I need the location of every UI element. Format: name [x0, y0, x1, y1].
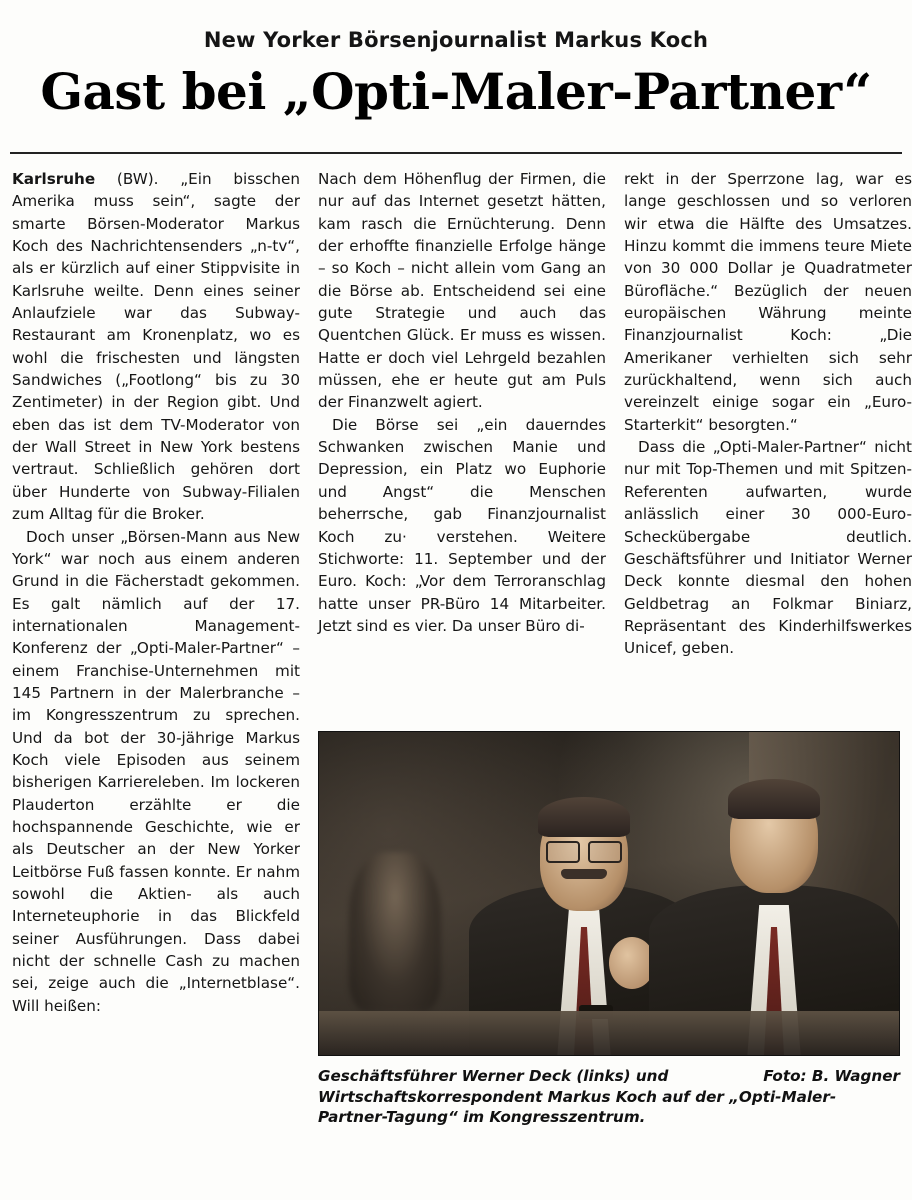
dateline-city: Karlsruhe	[12, 170, 96, 188]
paragraph-text: „Ein bisschen Amerika muss sein“, sagte der smarte Börsen-Moderator Markus Koch des Nachrichtensenders „n-tv“, als er kürzlich auf einer Stippvisite in Karlsruhe weilte. Denn eines seiner Anlaufziele war das Subway-Restaurant am Kronenplatz, wo es wohl die frischesten und längsten Sandwiches („Footlong“ bis zu 30 Zentimeter) in der Region gibt. Und eben das ist dem TV-Moderator von der Wall Street in New York bestens vertraut. Schließlich gehören dort über Hunderte von Subway-Filialen zum Alltag für die Broker.	[12, 170, 300, 524]
article-kicker: New Yorker Börsenjournalist Markus Koch	[203, 28, 709, 52]
photo-person-hair	[728, 779, 820, 819]
article-paragraph: Nach dem Höhenflug der Firmen, die nur auf das Internet gesetzt hätten, kam rasch die Ernüchterung. Denn der erhoffte finanzielle Erfolge hänge – so Koch – nicht allein vom Gang an die Börse ab. Entscheidend sei eine gute Strategie und auch das Quentchen Glück. Er muss es wissen. Hatte er doch viel Lehrgeld bezahlen müssen, ehe er heute gut am Puls der Finanzwelt agiert.	[318, 170, 606, 412]
article-column-1	[12, 168, 300, 1017]
photo-person-hair	[538, 797, 630, 837]
article-paragraph: rekt in der Sperrzone lag, war es lange geschlossen und so verloren wir etwa die Hälfte des Umsatzes. Hinzu kommt die immens teure Miete von 30 000 Dollar je Quadratmeter Bürofläche.“ Bezüglich der neuen europäischen Währung meinte Finanzjournalist Koch: „Die Amerikaner verhielten sich sehr zurückhaltend, wenn sich auch vereinzelt einige sogar ein „Euro-Starterkit“ besorgten.“	[624, 170, 912, 434]
photo-background-figure	[349, 852, 441, 1012]
photo-credit: Foto: B. Wagner	[763, 1067, 900, 1085]
article-photo-block	[318, 731, 900, 1128]
dateline-rest: (BW).	[95, 170, 181, 188]
photo-person-right	[649, 755, 899, 1055]
photo-table-edge	[319, 1011, 900, 1055]
photo-person-mustache	[561, 869, 607, 879]
article-paragraph: Doch unser „Börsen-Mann aus New York“ war noch aus einem anderen Grund in die Fächerstadt gekommen. Es galt nämlich auf der 17. internationalen Management-Konferenz der „Opti-Maler-Partner“ – einem Franchise-Unternehmen mit 145 Partnern in der Malerbranche – im Kongresszentrum zu sprechen. Und da bot der 30-jährige Markus Koch viele Episoden aus seinem bisherigen Karriereleben. Im lockeren Plauderton erzählte er die hochspannende Geschichte, wie er als Deutscher an der New Yorker Leitbörse Fuß fassen konnte. Er nahm sowohl die Aktien- als auch Interneteuphorie in das Blickfeld seiner Ausführungen. Dass dabei nicht der schnelle Cash zu machen sei, zeige auch die „Internetblase“. Will heißen:	[12, 527, 300, 1015]
photo-caption	[318, 1066, 900, 1128]
article-paragraph: Dass die „Opti-Maler-Partner“ nicht nur mit Top-Themen und mit Spitzen-Referenten aufwarten, wurde anlässlich einer 30 000-Euro-Scheckübergabe deutlich. Geschäftsführer und Initiator Werner Deck konnte diesmal den hohen Geldbetrag an Folkmar Biniarz, Repräsentant des Kinderhilfswerkes Unicef, geben.	[624, 438, 912, 658]
article-photo	[318, 731, 900, 1056]
article-paragraph: Die Börse sei „ein dauerndes Schwanken zwischen Manie und Depression, ein Platz wo Euphorie und Angst“ die Menschen beherrsche, gab Finanzjournalist Koch zu· verstehen. Weitere Stichworte: 11. September und der Euro. Koch: „Vor dem Terroranschlag hatte unser PR-Büro 14 Mitarbeiter. Jetzt sind es vier. Da unser Büro di-	[318, 415, 606, 635]
article-paragraph	[12, 168, 300, 526]
page-title: Gast bei „Opti-Maler-Partner“	[40, 62, 872, 121]
glasses-icon	[546, 841, 622, 859]
photo-caption-text: Geschäftsführer Werner Deck (links) und Wirtschaftskorrespondent Markus Koch auf der „Opti-Maler-Partner-Tagung“ im Kongresszentrum.	[318, 1067, 837, 1127]
